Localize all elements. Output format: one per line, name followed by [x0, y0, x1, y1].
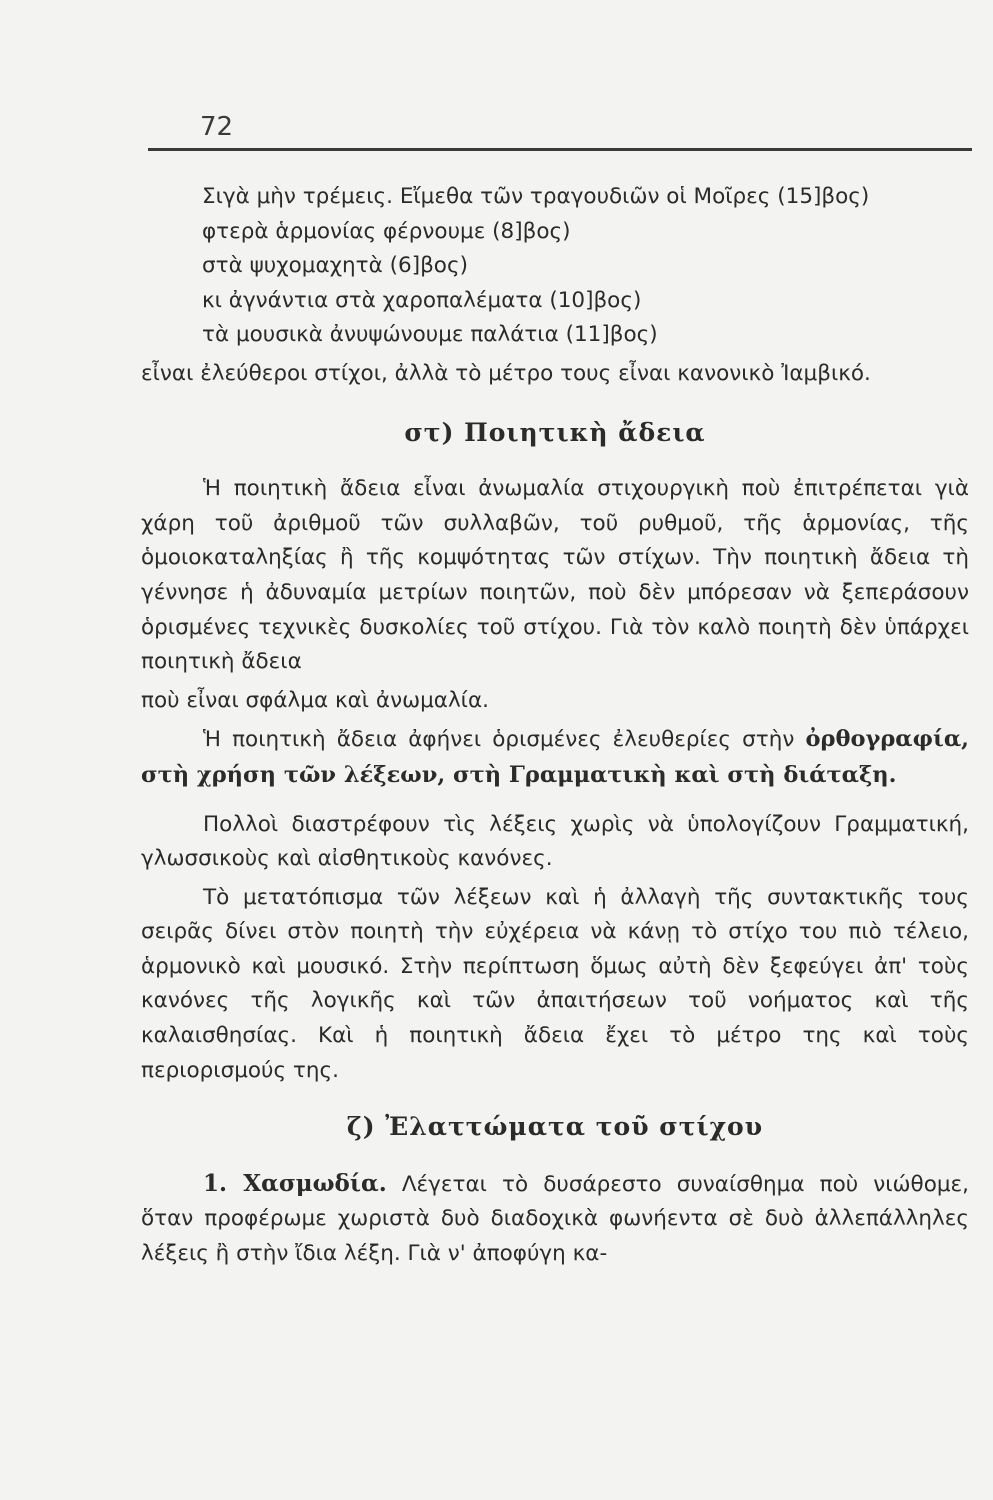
page-number: 72: [200, 112, 234, 142]
verse-line: τὰ μουσικὰ ἀνυψώνουμε παλάτια (11]βος): [202, 322, 658, 348]
verse-line: φτερὰ ἁρμονίας φέρνουμε (8]βος): [202, 218, 571, 244]
section-heading-z: ζ) Ἐλαττώματα τοῦ στίχου: [346, 1112, 764, 1142]
verse-conclusion: εἶναι ἐλεύθεροι στίχοι, ἀλλὰ τὸ μέτρο τους εἶναι κανονικὸ Ἰαμβικό.: [141, 360, 871, 386]
paragraph-freedoms-bold: ὀρθογραφία, στὴ χρήση τῶν λέξεων, στὴ Γραμματικὴ καὶ στὴ διάταξη.: [141, 726, 969, 788]
paragraph-poetic-license-end: ποὺ εἶναι σφάλμα καὶ ἀνωμαλία.: [141, 687, 489, 713]
paragraph-hiatus-text: Λέγεται τὸ δυσάρεστο συναίσθημα ποὺ νιώθομε, ὅταν προφέρωμε χωριστὰ δυὸ διαδοχικὰ φωνήεντα σὲ δυὸ ἀλλεπάλληλες λέξεις ἢ στὴν ἴδια λέξη. Γιὰ ν' ἀποφύγη κα-: [141, 1171, 970, 1267]
paragraph-word-order: Τὸ μετατόπισμα τῶν λέξεων καὶ ἡ ἀλλαγὴ τῆς συντακτικῆς τους σειρᾶς δίνει στὸν ποιητὴ τὴν εὐχέρεια νὰ κάνῃ τὸ στίχο του πιὸ τέλειο, ἁρμονικὸ καὶ μουσικό. Στὴν περίπτωση ὅμως αὐτὴ δὲν ξεφεύγει ἀπ' τοὺς κανόνες τῆς λογικῆς καὶ τῶν ἀπαιτήσεων τοῦ νοήματος καὶ τῆς καλαισθησίας. Καὶ ἡ ποιητικὴ ἄδεια ἔχει τὸ μέτρο της καὶ τοὺς περιορισμούς της.: [141, 884, 969, 1083]
paragraph-hiatus: [141, 1167, 969, 1272]
page-content: [141, 180, 969, 1272]
paragraph-poetic-license: Ἡ ποιητικὴ ἄδεια εἶναι ἀνωμαλία στιχουργικὴ ποὺ ἐπιτρέπεται γιὰ χάρη τοῦ ἀριθμοῦ τῶν συλλαβῶν, τοῦ ρυθμοῦ, τῆς ἁρμονίας, τῆς ὁμοιοκαταληξίας ἢ τῆς κομψότητας τῶν στίχων. Τὴν ποιητικὴ ἄδεια τὴ γέννησε ἡ ἀδυναμία μετρίων ποιητῶν, ποὺ δὲν μπόρεσαν νὰ ξεπεράσουν ὁρισμένες τεχνικὲς δυσκολίες τοῦ στίχου. Γιὰ τὸν καλὸ ποιητὴ δὲν ὑπάρχει ποιητικὴ ἄδεια: [141, 476, 969, 675]
paragraph-freedoms-text: Ἡ ποιητικὴ ἄδεια ἀφήνει ὁρισμένες ἐλευθερίες στὴν: [203, 727, 795, 753]
section-heading-st: στ) Ποιητικὴ ἄδεια: [404, 417, 706, 447]
paragraph-distortion: Πολλοὶ διαστρέφουν τὶς λέξεις χωρὶς νὰ ὑπολογίζουν Γραμματική, γλωσσικοὺς καὶ αἰσθητικοὺς κανόνες.: [141, 811, 969, 872]
verse-line: στὰ ψυχομαχητὰ (6]βος): [202, 253, 468, 279]
term-hiatus: 1. Χασμωδία.: [203, 1169, 387, 1197]
header-rule: [148, 148, 972, 151]
paragraph-freedoms: [141, 722, 969, 793]
verse-example: [202, 180, 969, 353]
verse-line: Σιγὰ μὴν τρέμεις. Εἴμεθα τῶν τραγουδιῶν οἱ Μοῖρες (15]βος): [202, 184, 870, 209]
verse-line: κι ἀγνάντια στὰ χαροπαλέματα (10]βος): [202, 287, 642, 313]
